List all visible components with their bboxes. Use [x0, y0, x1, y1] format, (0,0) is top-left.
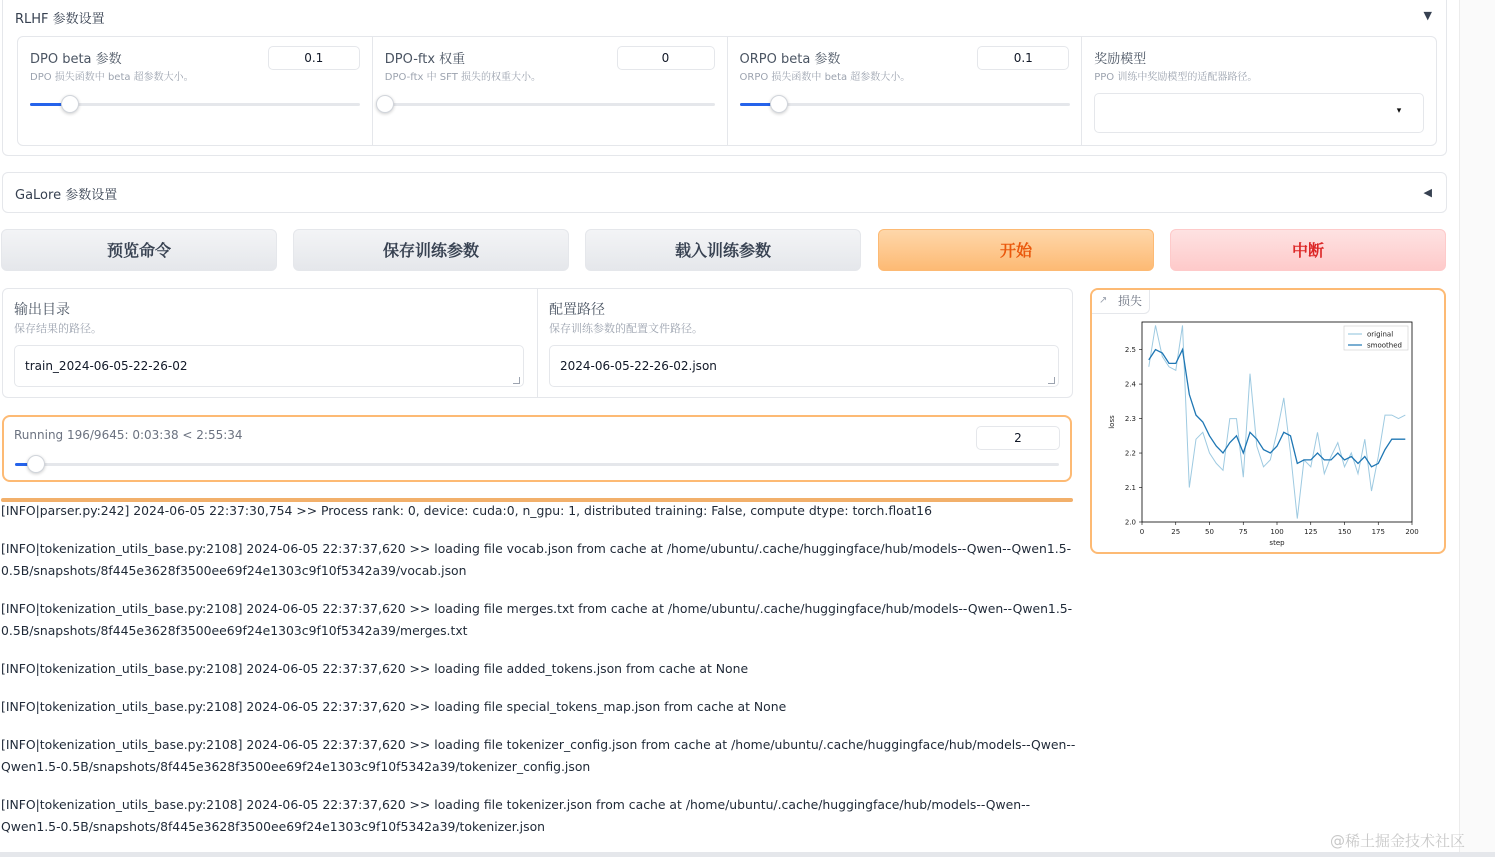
dpo-beta-slider[interactable]	[30, 103, 360, 106]
slider-thumb[interactable]	[27, 455, 45, 473]
x-tick-label: 175	[1371, 528, 1385, 536]
output-dir-textbox[interactable]: train_2024-06-05-22-26-02	[14, 345, 524, 387]
x-tick-label: 50	[1205, 528, 1214, 536]
orpo-beta-info: ORPO 损失函数中 beta 超参数大小。	[739, 72, 911, 83]
loss-plot-panel	[1090, 288, 1446, 554]
dpo-ftx-label: DPO-ftx 权重	[384, 52, 466, 67]
output-dir-cell	[3, 289, 538, 397]
dpo-beta-info: DPO 损失函数中 beta 超参数大小。	[30, 72, 194, 83]
output-dir-label: 输出目录	[14, 302, 70, 318]
config-path-info: 保存训练参数的配置文件路径。	[549, 322, 703, 335]
slider-thumb[interactable]	[376, 95, 394, 113]
reward-model-cell	[1082, 37, 1436, 145]
x-tick-label: 200	[1405, 528, 1419, 536]
output-dir-info: 保存结果的路径。	[14, 322, 102, 335]
collapse-caret-icon[interactable]: ▼	[1423, 9, 1432, 22]
orpo-beta-label: ORPO beta 参数	[739, 52, 841, 67]
log-line: [INFO|parser.py:242] 2024-06-05 22:37:30,754 >> Process rank: 0, device: cuda:0, n_gpu: 1, distributed training: False, compute dtype: torch.float16	[1, 503, 932, 518]
dpo-ftx-info: DPO-ftx 中 SFT 损失的权重大小。	[384, 72, 541, 83]
log-line: [INFO|tokenization_utils_base.py:2108] 2024-06-05 22:37:37,620 >> loading file tokenizer_config.json from cache at /home/ubuntu/.cache/huggingface/hub/models--Qwen--Qwen1.5-0.5B/snapshots/8f445e3628f3500ee69f24e1303c9f10f5342a39/tokenizer_config.json	[1, 737, 1076, 774]
save-args-button[interactable]: 保存训练参数	[293, 229, 569, 271]
config-path-textbox[interactable]: 2024-06-05-22-26-02.json	[549, 345, 1059, 387]
resize-grip-icon[interactable]	[1048, 377, 1055, 384]
progress-slider[interactable]	[15, 463, 1059, 466]
horizontal-scrollbar[interactable]	[0, 852, 1495, 857]
start-button[interactable]: 开始	[878, 229, 1154, 271]
loss-plot-label: 损失	[1118, 294, 1143, 308]
y-tick-label: 2.1	[1124, 484, 1136, 493]
progress-label: Running 196/9645: 0:03:38 < 2:55:34	[14, 428, 243, 442]
load-args-button[interactable]: 载入训练参数	[585, 229, 861, 271]
y-tick-label: 2.5	[1124, 346, 1136, 355]
slider-thumb[interactable]	[61, 95, 79, 113]
dpo-beta-number-input[interactable]: 0.1	[268, 46, 360, 70]
orpo-beta-cell	[728, 37, 1083, 145]
rlhf-param-row	[17, 36, 1437, 146]
dpo-beta-cell	[18, 37, 373, 145]
orpo-beta-number-input[interactable]: 0.1	[977, 46, 1069, 70]
galore-accordion[interactable]	[2, 172, 1447, 213]
dpo-beta-label: DPO beta 参数	[30, 52, 122, 67]
y-tick-label: 2.4	[1124, 380, 1136, 389]
legend-label: original	[1367, 330, 1394, 339]
loss-chart	[1092, 290, 1444, 552]
log-line: [INFO|tokenization_utils_base.py:2108] 2024-06-05 22:37:37,620 >> loading file added_tokens.json from cache at None	[1, 661, 749, 676]
expand-caret-icon[interactable]: ◀	[1423, 186, 1432, 199]
y-tick-label: 2.2	[1124, 449, 1136, 458]
resize-grip-icon[interactable]	[513, 377, 520, 384]
log-line: [INFO|tokenization_utils_base.py:2108] 2024-06-05 22:37:37,620 >> loading file vocab.json from cache at /home/ubuntu/.cache/huggingface/hub/models--Qwen--Qwen1.5-0.5B/snapshots/8f445e3628f3500ee69f24e1303c9f10f5342a39/vocab.json	[1, 541, 1072, 578]
chart-icon: ↗	[1099, 295, 1108, 306]
slider-thumb[interactable]	[770, 95, 788, 113]
y-tick-label: 2.0	[1124, 518, 1136, 527]
orpo-beta-slider[interactable]	[740, 103, 1070, 106]
y-axis-label: loss	[1108, 415, 1116, 429]
stop-button[interactable]: 中断	[1170, 229, 1446, 271]
x-tick-label: 150	[1337, 528, 1352, 536]
x-tick-label: 0	[1139, 528, 1145, 536]
dpo-ftx-slider[interactable]	[385, 103, 715, 106]
progress-number-input[interactable]: 2	[976, 426, 1060, 450]
x-tick-label: 100	[1270, 528, 1284, 536]
preview-command-button[interactable]: 预览命令	[1, 229, 277, 271]
x-tick-label: 75	[1238, 528, 1248, 536]
output-config-row	[2, 288, 1073, 398]
galore-accordion-title[interactable]: GaLore 参数设置	[15, 188, 118, 203]
dpo-ftx-number-input[interactable]: 0	[617, 46, 715, 70]
x-tick-label: 25	[1171, 528, 1181, 536]
dropdown-arrow-icon: ▾	[1396, 106, 1402, 116]
log-line: [INFO|tokenization_utils_base.py:2108] 2024-06-05 22:37:37,620 >> loading file special_tokens_map.json from cache at None	[1, 699, 787, 714]
rlhf-accordion-title[interactable]: RLHF 参数设置	[15, 12, 105, 27]
y-tick-label: 2.3	[1124, 415, 1136, 424]
x-axis-label: step	[1269, 539, 1285, 547]
config-path-label: 配置路径	[549, 302, 605, 318]
watermark: @稀土掘金技术社区	[1330, 832, 1466, 850]
rlhf-accordion	[2, 0, 1447, 156]
vertical-scrollbar[interactable]	[1459, 0, 1495, 857]
dpo-ftx-cell	[373, 37, 728, 145]
config-path-cell	[538, 289, 1072, 397]
reward-model-info: PPO 训练中奖励模型的适配器路径。	[1094, 72, 1258, 83]
x-tick-label: 125	[1304, 528, 1318, 536]
reward-model-dropdown[interactable]	[1094, 93, 1424, 133]
legend-label: smoothed	[1367, 341, 1402, 350]
log-line: [INFO|tokenization_utils_base.py:2108] 2024-06-05 22:37:37,620 >> loading file merges.txt from cache at /home/ubuntu/.cache/huggingface/hub/models--Qwen--Qwen1.5-0.5B/snapshots/8f445e3628f3500ee69f24e1303c9f10f5342a39/merges.txt	[1, 601, 1073, 638]
training-progress	[2, 415, 1072, 482]
reward-model-label: 奖励模型	[1094, 52, 1147, 67]
log-line: [INFO|tokenization_utils_base.py:2108] 2024-06-05 22:37:37,620 >> loading file tokenizer.json from cache at /home/ubuntu/.cache/huggingface/hub/models--Qwen--Qwen1.5-0.5B/snapshots/8f445e3628f3500ee69f24e1303c9f10f5342a39/tokenizer.json	[1, 797, 1031, 834]
training-log	[1, 500, 1081, 838]
